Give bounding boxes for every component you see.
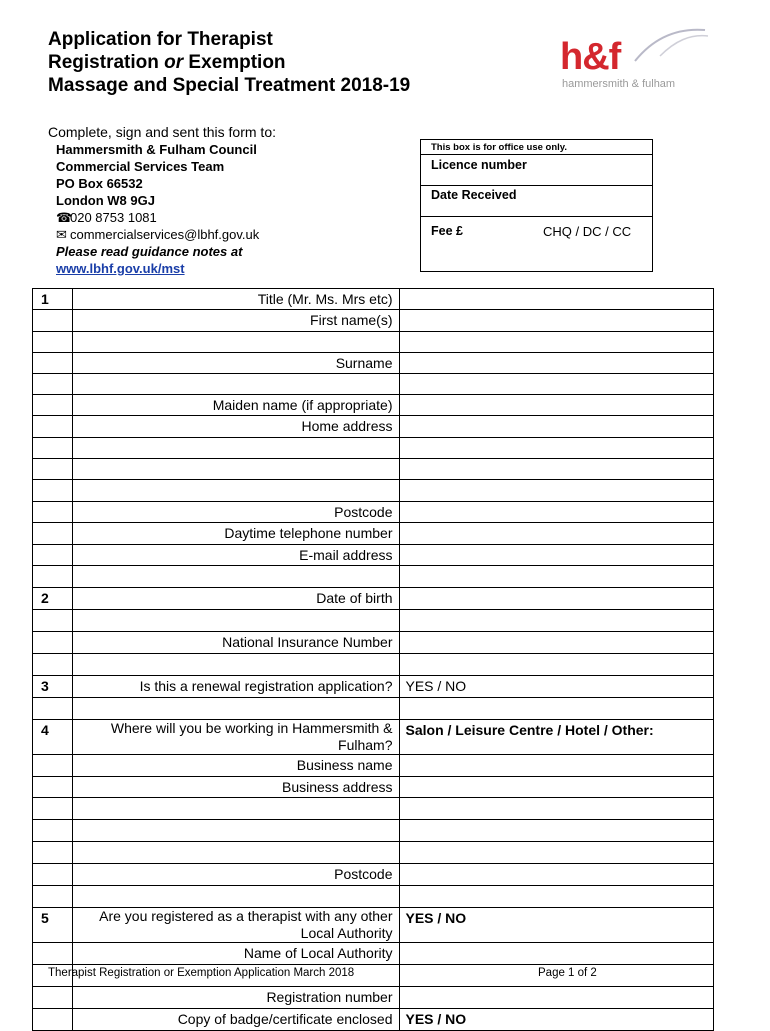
question-number [33,842,73,864]
question-number [33,310,73,332]
question-label [72,698,399,720]
question-label: Registration number [72,987,399,1009]
answer-field[interactable] [399,864,714,886]
answer-field[interactable] [399,502,714,523]
answer-field[interactable] [399,480,714,502]
question-number [33,332,73,353]
question-label [72,459,399,480]
form-row [33,545,714,566]
title-line-3: Massage and Special Treatment 2018-19 [48,75,411,96]
licence-number-row [421,155,652,186]
question-number [33,987,73,1009]
answer-field[interactable] [399,566,714,588]
question-label [72,654,399,676]
question-label [72,566,399,588]
form-row [33,459,714,480]
question-label: Name of Local Authority [72,943,399,965]
answer-field[interactable] [399,820,714,842]
title-line-1: Application for Therapist [48,29,273,50]
answer-field[interactable] [399,374,714,395]
question-label [72,332,399,353]
envelope-icon: ✉ [56,227,67,242]
question-number [33,502,73,523]
question-label: Postcode [72,502,399,523]
question-label: Are you registered as a therapist with any other Local Authority [72,908,399,943]
city: London W8 9GJ [56,193,155,208]
title-line-2 [48,51,410,74]
answer-field[interactable] [399,459,714,480]
answer-field[interactable] [399,332,714,353]
answer-field[interactable] [399,395,714,416]
form-row [33,798,714,820]
question-label: National Insurance Number [72,632,399,654]
form-row [33,676,714,698]
fee-label: Fee £ [431,224,463,238]
question-label: First name(s) [72,310,399,332]
question-label: Date of birth [72,588,399,610]
answer-field[interactable] [399,545,714,566]
answer-field[interactable] [399,943,714,965]
question-number: 3 [33,676,73,698]
form-row [33,820,714,842]
form-row [33,289,714,310]
form-row [33,908,714,943]
form-row [33,416,714,438]
answer-field[interactable] [399,755,714,777]
contact-address [56,141,259,277]
guidance-note: Please read guidance notes at [56,244,243,259]
form-row [33,864,714,886]
question-label: Maiden name (if appropriate) [72,395,399,416]
answer-field[interactable] [399,632,714,654]
answer-field[interactable] [399,438,714,459]
question-number [33,632,73,654]
phone-line [56,209,259,226]
answer-field[interactable] [399,777,714,798]
application-form-table [32,288,714,1031]
question-label: Daytime telephone number [72,523,399,545]
question-label: Copy of badge/certificate enclosed [72,1009,399,1031]
logo-swoosh-icon [630,26,710,66]
question-number [33,654,73,676]
answer-field[interactable] [399,654,714,676]
question-number [33,798,73,820]
form-row [33,523,714,545]
question-label [72,480,399,502]
question-number [33,820,73,842]
answer-field[interactable]: YES / NO [399,1009,714,1031]
telephone-icon: ☎ [56,210,73,225]
question-number [33,374,73,395]
form-row [33,310,714,332]
date-received-row [421,186,652,217]
answer-field[interactable] [399,353,714,374]
title-line-2-or: or [164,52,184,73]
question-number [33,610,73,632]
question-label: Title (Mr. Ms. Mrs etc) [72,289,399,310]
question-label [72,610,399,632]
question-number [33,480,73,502]
form-row [33,654,714,676]
form-row [33,1009,714,1031]
form-row [33,886,714,908]
answer-field[interactable] [399,310,714,332]
question-label [72,886,399,908]
form-row [33,332,714,353]
answer-field[interactable]: Salon / Leisure Centre / Hotel / Other: [399,720,714,755]
logo-mark: h&f [560,36,621,78]
question-number [33,698,73,720]
question-number: 5 [33,908,73,943]
question-number [33,864,73,886]
po-box: PO Box 66532 [56,176,143,191]
form-row [33,610,714,632]
answer-field[interactable] [399,886,714,908]
form-row [33,842,714,864]
date-received-label: Date Received [431,188,517,202]
question-label [72,438,399,459]
team-name: Commercial Services Team [56,159,225,174]
question-label: Home address [72,416,399,438]
question-label: Business address [72,777,399,798]
question-number: 4 [33,720,73,755]
form-row [33,588,714,610]
office-use-box [420,139,653,272]
hf-logo [560,26,720,96]
form-row [33,987,714,1009]
email-line[interactable] [56,226,259,243]
question-label [72,842,399,864]
form-row [33,438,714,459]
answer-field[interactable] [399,798,714,820]
form-row [33,755,714,777]
answer-field[interactable]: YES / NO [399,676,714,698]
question-label: Where will you be working in Hammersmith & Fulham? [72,720,399,755]
guidance-link[interactable]: www.lbhf.gov.uk/mst [56,261,185,276]
form-row [33,480,714,502]
question-number [33,566,73,588]
form-row [33,720,714,755]
question-label [72,820,399,842]
form-row [33,566,714,588]
title-line-2-end: Exemption [183,52,286,73]
intro-text: Complete, sign and sent this form to: [48,124,276,140]
question-number: 1 [33,289,73,310]
answer-field[interactable] [399,610,714,632]
question-number [33,459,73,480]
question-label [72,374,399,395]
answer-field[interactable] [399,987,714,1009]
document-title [48,28,410,97]
org-name: Hammersmith & Fulham Council [56,142,257,157]
question-label: Postcode [72,864,399,886]
question-number [33,523,73,545]
form-row [33,502,714,523]
footer-document-name: Therapist Registration or Exemption Application March 2018 [48,967,355,979]
form-row [33,353,714,374]
answer-field[interactable] [399,289,714,310]
question-number [33,886,73,908]
question-label [72,798,399,820]
question-number [33,777,73,798]
form-row [33,943,714,965]
question-label: Surname [72,353,399,374]
answer-field[interactable] [399,588,714,610]
answer-field[interactable] [399,416,714,438]
question-label: Is this a renewal registration application? [72,676,399,698]
licence-number-label: Licence number [431,158,527,172]
form-row [33,632,714,654]
phone-number: 020 8753 1081 [70,210,157,225]
question-number [33,416,73,438]
question-number [33,1009,73,1031]
question-number [33,545,73,566]
footer-page-number: Page 1 of 2 [538,967,597,979]
payment-method: CHQ / DC / CC [543,224,632,239]
question-number [33,943,73,965]
answer-field[interactable] [399,698,714,720]
office-box-header: This box is for office use only. [421,140,652,155]
question-number [33,353,73,374]
question-number [33,395,73,416]
title-line-2-start: Registration [48,52,165,73]
answer-field[interactable] [399,842,714,864]
form-row [33,395,714,416]
email-address[interactable]: commercialservices@lbhf.gov.uk [70,227,260,242]
question-label: E-mail address [72,545,399,566]
question-number: 2 [33,588,73,610]
form-row [33,374,714,395]
form-row [33,698,714,720]
form-row [33,777,714,798]
question-number [33,438,73,459]
answer-field[interactable]: YES / NO [399,908,714,943]
answer-field[interactable] [399,523,714,545]
question-label: Business name [72,755,399,777]
logo-tagline: hammersmith & fulham [562,78,676,90]
question-number [33,755,73,777]
